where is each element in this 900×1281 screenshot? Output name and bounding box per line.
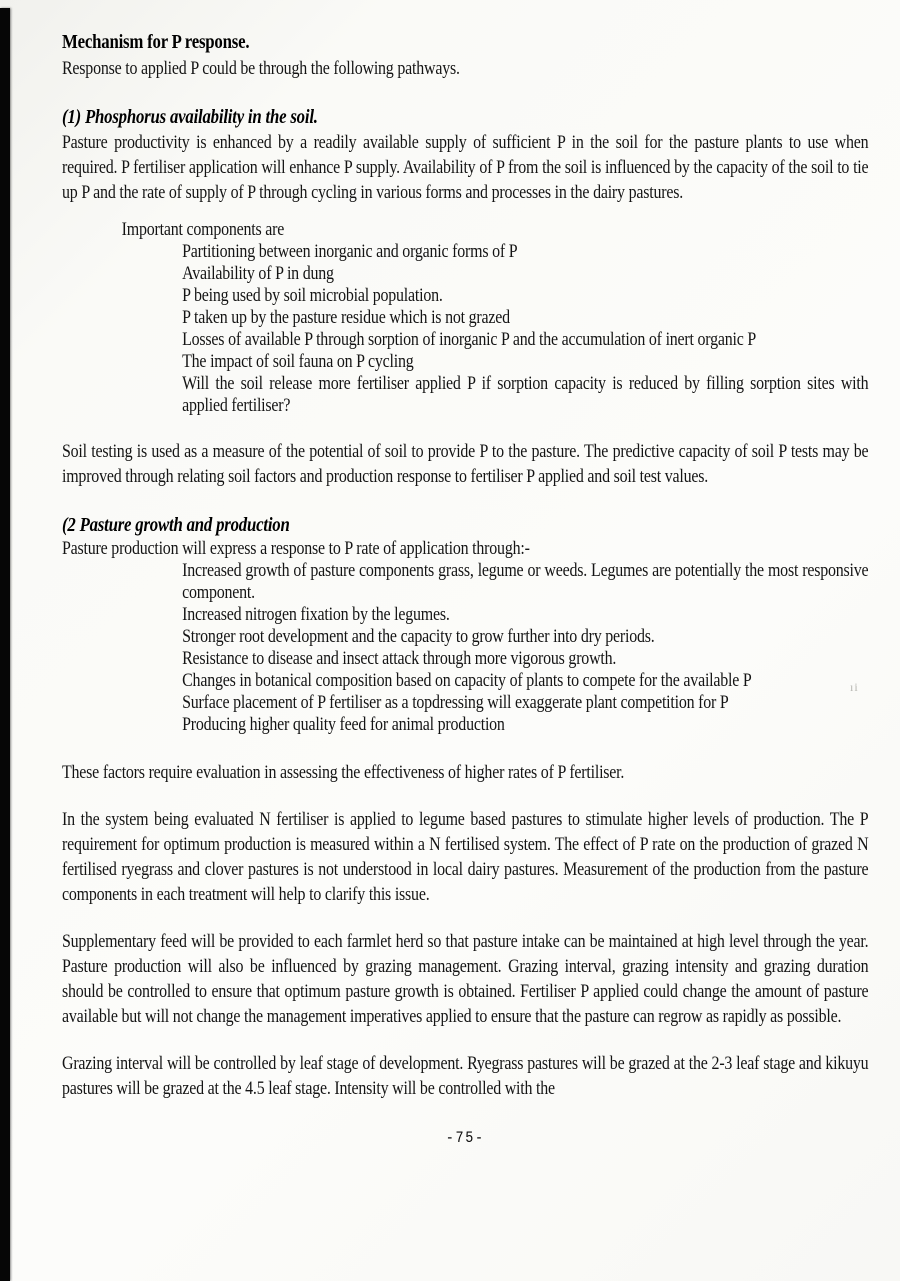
list-item: Increased nitrogen fixation by the legumes. (182, 604, 450, 625)
responses-list (62, 560, 868, 736)
scan-speck: ıi (850, 680, 859, 694)
soil-testing-paragraph: Soil testing is used as a measure of the potential of soil to provide P to the pasture. The predictive capacity of soil P tests may be improved through relating soil factors and production response to fertiliser P applied and soil test values. (62, 441, 869, 487)
section-2-heading: (2 Pasture growth and production (62, 514, 290, 536)
list-item: Surface placement of P fertiliser as a topdressing will exaggerate plant competition for P (182, 692, 729, 713)
list-item: Producing higher quality feed for animal production (182, 714, 505, 735)
section-2-lead: Pasture production will express a response to P rate of application through:- (62, 538, 530, 559)
list-item: Partitioning between inorganic and organic forms of P (182, 241, 518, 262)
list-item: Will the soil release more fertiliser applied P if sorption capacity is reduced by filling sorption sites with applied fertiliser? (182, 373, 869, 416)
section-1-paragraph: Pasture productivity is enhanced by a readily available supply of sufficient P in the soil for the pasture plants to use when required. P fertiliser application will enhance P supply. Availability of P from the soil is influenced by the capacity of the soil to tie up P and the rate of supply of P through cycling in various forms and processes in the dairy pastures. (62, 132, 869, 203)
list-item: Resistance to disease and insect attack through more vigorous growth. (182, 648, 617, 669)
list-item: Availability of P in dung (182, 263, 334, 284)
list-item: Stronger root development and the capacity to grow further into dry periods. (182, 626, 655, 647)
page-number: -75- (445, 1129, 485, 1147)
list-item: Changes in botanical composition based on capacity of plants to compete for the available P (182, 670, 752, 691)
scan-edge-artifact (0, 8, 10, 1281)
intro-line: Response to applied P could be through the following pathways. (62, 58, 460, 79)
supplementary-paragraph: Supplementary feed will be provided to each farmlet herd so that pasture intake can be maintained at high level through the year. Pasture production will also be influenced by grazing management. Grazing interval, grazing intensity and grazing duration should be controlled to ensure that optimum pasture growth is obtained. Fertiliser P applied could change the amount of pasture available but will not change the management imperatives applied to ensure that the pasture can regrow as rapidly as possible. (62, 931, 869, 1027)
list-item: Losses of available P through sorption of inorganic P and the accumulation of inert organic P (182, 329, 757, 350)
evaluation-paragraph: These factors require evaluation in assessing the effectiveness of higher rates of P fertiliser. (62, 762, 625, 783)
list-item: Increased growth of pasture components grass, legume or weeds. Legumes are potentially the most responsive component. (182, 560, 869, 603)
section-1-heading: (1) Phosphorus availability in the soil. (62, 106, 318, 128)
page-title: Mechanism for P response. (62, 31, 250, 53)
document-page (62, 30, 868, 1147)
system-paragraph: In the system being evaluated N fertiliser is applied to legume based pastures to stimulate higher levels of production. The P requirement for optimum production is measured within a N fertilised system. The effect of P rate on the production of grazed N fertilised ryegrass and clover pastures is not understood in local dairy pastures. Measurement of the production from the pasture components in each treatment will help to clarify this issue. (62, 809, 869, 905)
components-list (122, 241, 869, 417)
list-item: P being used by soil microbial population. (182, 285, 443, 306)
components-block (62, 219, 868, 417)
list-item: The impact of soil fauna on P cycling (182, 351, 414, 372)
components-heading: Important components are (121, 219, 285, 240)
grazing-paragraph: Grazing interval will be controlled by leaf stage of development. Ryegrass pastures will be grazed at the 2-3 leaf stage and kikuyu pastures will be grazed at the 4.5 leaf stage. Intensity will be controlled with the (62, 1053, 869, 1099)
list-item: P taken up by the pasture residue which is not grazed (182, 307, 510, 328)
